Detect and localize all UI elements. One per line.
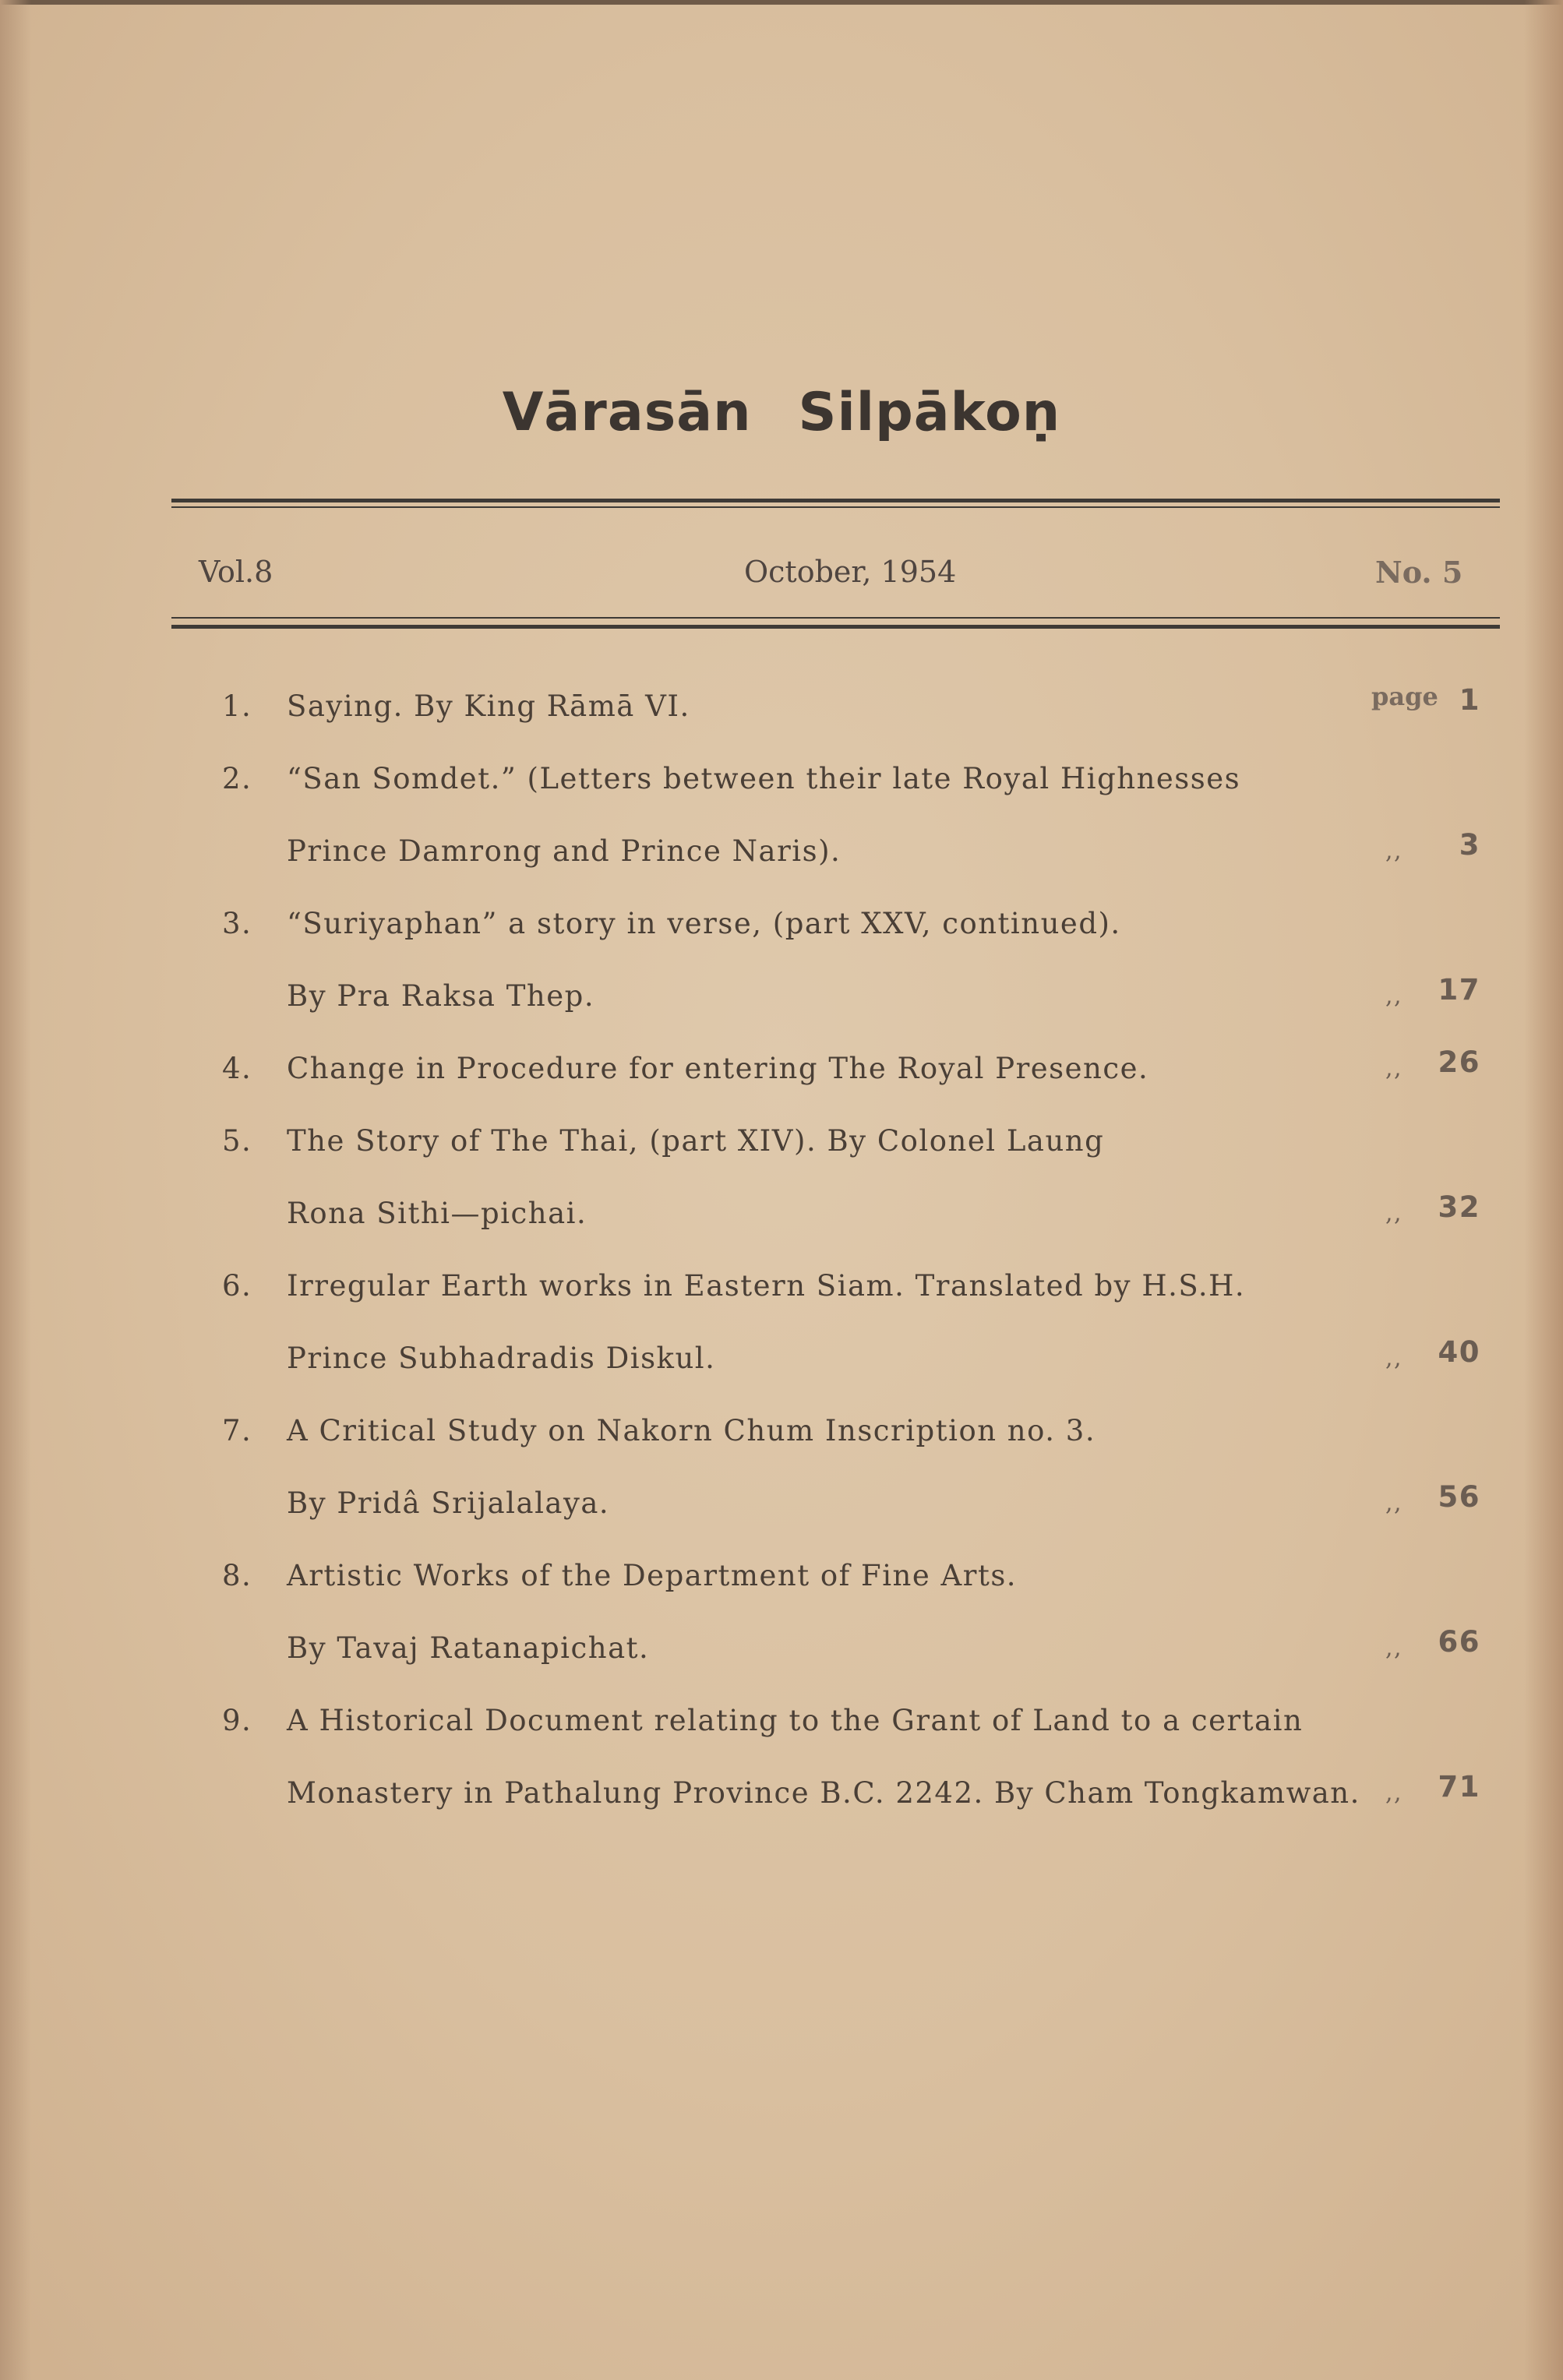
toc-entry-number: 6. <box>222 1269 252 1303</box>
toc-entry-page: 17 <box>1438 973 1480 1007</box>
toc-entry-ditto: ,, <box>1385 1055 1403 1082</box>
toc-entry-title-line: Change in Procedure for entering The Royal Presence. <box>287 1052 1149 1085</box>
toc-entry-page: 56 <box>1438 1480 1480 1514</box>
toc-entry-number: 5. <box>222 1124 252 1158</box>
toc-entry-page: 71 <box>1438 1770 1480 1804</box>
toc-entry-number: 4. <box>222 1052 252 1085</box>
toc-entry-title-line: Irregular Earth works in Eastern Siam. Translated by H.S.H. <box>287 1269 1246 1303</box>
toc-entry-page: 1 <box>1459 683 1480 717</box>
toc-entry-number: 9. <box>222 1704 252 1737</box>
toc-entry <box>0 1559 1563 1704</box>
toc-entry-page: 66 <box>1438 1625 1480 1659</box>
toc-entry-number: 2. <box>222 762 252 795</box>
toc-entry <box>0 907 1563 1052</box>
toc-entry-title-line: Prince Damrong and Prince Naris). <box>287 834 841 868</box>
toc-entry <box>0 1124 1563 1269</box>
toc-entry <box>0 1045 1563 1124</box>
toc-entry-title-line: “San Somdet.” (Letters between their late Royal Highnesses <box>287 762 1241 795</box>
page-top-edge <box>0 0 1563 5</box>
toc-entry <box>0 1414 1563 1559</box>
toc-entry-number: 3. <box>222 907 252 940</box>
toc-entry-title-line: Monastery in Pathalung Province B.C. 2242. By Cham Tongkamwan. <box>287 1776 1360 1810</box>
journal-title-part2: Silpākoṇ <box>798 382 1061 443</box>
toc-entry-title-line: By Tavaj Ratanapichat. <box>287 1631 650 1665</box>
page-column-label: page <box>1371 682 1438 711</box>
toc-entry-title-line: Artistic Works of the Department of Fine Arts. <box>287 1559 1018 1592</box>
toc-entry-page: 40 <box>1438 1335 1480 1369</box>
header-rule-top <box>171 499 1500 502</box>
toc-entry-number: 8. <box>222 1559 252 1592</box>
toc-entry-title-line: The Story of The Thai, (part XIV). By Colonel Laung <box>287 1124 1105 1158</box>
toc-entry-page: 26 <box>1438 1045 1480 1079</box>
toc-entry-title-line: “Suriyaphan” a story in verse, (part XXV, continued). <box>287 907 1121 940</box>
issue-number: No. 5 <box>1375 555 1463 590</box>
journal-title <box>0 382 1563 443</box>
journal-title-part1: Vārasān <box>502 382 752 443</box>
toc-entry-title-line: A Historical Document relating to the Grant of Land to a certain <box>287 1704 1304 1737</box>
toc-entry-title-line: By Pra Raksa Thep. <box>287 979 595 1013</box>
toc-entry-page: 32 <box>1438 1190 1480 1224</box>
toc-entry-title-line: By Pridâ Srijalalaya. <box>287 1486 610 1520</box>
toc-entry-ditto: ,, <box>1385 837 1403 865</box>
toc-entry-ditto: ,, <box>1385 1490 1403 1517</box>
toc-entry-ditto: ,, <box>1385 982 1403 1010</box>
toc-entry <box>0 683 1563 762</box>
header-rule-bottom <box>171 625 1500 629</box>
toc-entry-number: 7. <box>222 1414 252 1447</box>
header-rule-top-thin <box>171 506 1500 508</box>
toc-entry <box>0 762 1563 907</box>
toc-entry-title-line: Saying. By King Rāmā VI. <box>287 689 690 723</box>
toc-entry-title-line: Rona Sithi—pichai. <box>287 1197 587 1230</box>
volume-label: Vol.8 <box>199 555 273 589</box>
toc-entry <box>0 1704 1563 1849</box>
toc-entry-number: 1. <box>222 689 252 723</box>
header-rule-bottom-thin <box>171 617 1500 619</box>
issue-date: October, 1954 <box>744 555 957 589</box>
toc-entry-ditto: ,, <box>1385 1634 1403 1662</box>
toc-entry-ditto: ,, <box>1385 1345 1403 1372</box>
toc-entry <box>0 1269 1563 1414</box>
toc-entry-page: 3 <box>1459 828 1480 862</box>
toc-entry-title-line: Prince Subhadradis Diskul. <box>287 1342 716 1375</box>
toc-entry-title-line: A Critical Study on Nakorn Chum Inscription no. 3. <box>287 1414 1096 1447</box>
toc-entry-ditto: ,, <box>1385 1200 1403 1227</box>
toc-entry-ditto: ,, <box>1385 1779 1403 1807</box>
